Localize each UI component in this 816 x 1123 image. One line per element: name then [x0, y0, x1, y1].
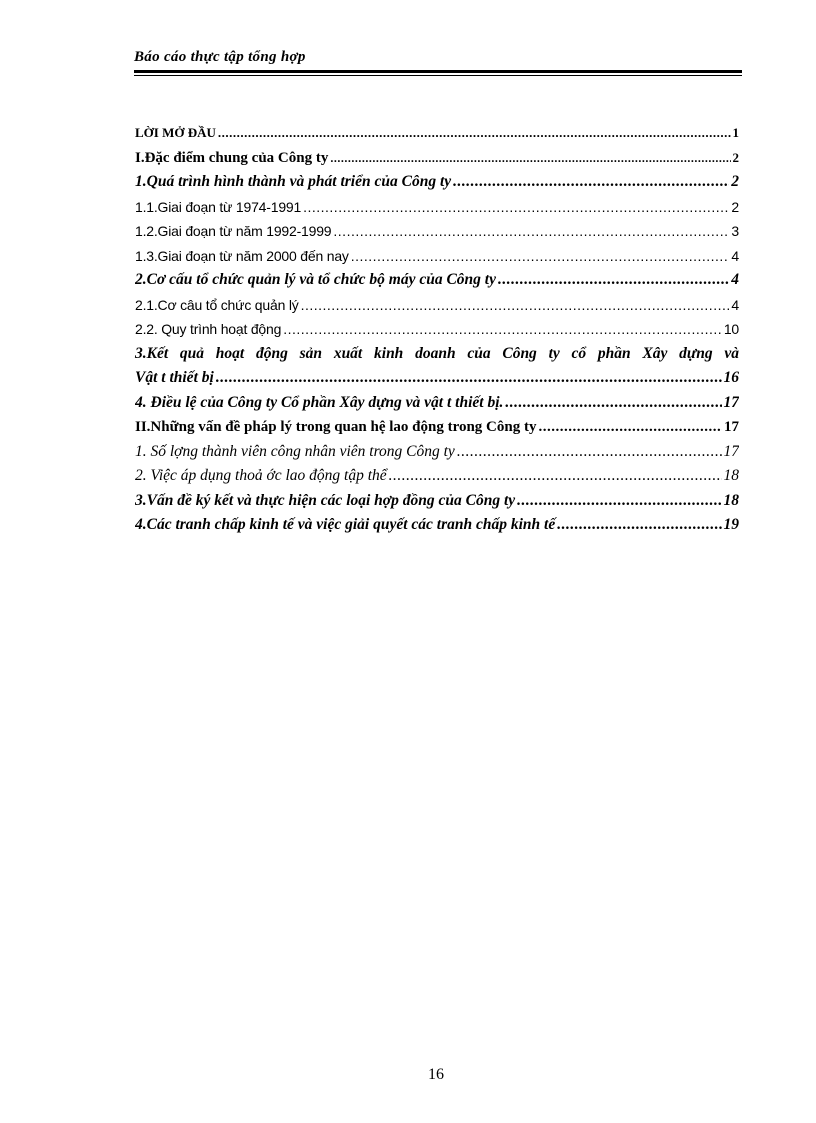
- toc-entry-page: 19: [723, 516, 739, 533]
- toc-entry-page: 18: [723, 491, 739, 509]
- toc-entry-3-line1[interactable]: [135, 342, 739, 367]
- toc-entry-ii-3[interactable]: [135, 489, 739, 514]
- toc-entry-ii-4[interactable]: [135, 513, 739, 538]
- toc-entry-ii-1[interactable]: [135, 440, 739, 465]
- page-number: 16: [428, 1066, 444, 1083]
- table-of-contents: [135, 121, 739, 538]
- toc-entry-label: 1.Quá trình hình thành và phát triển của Công ty: [135, 173, 452, 190]
- toc-entry-page: 10: [723, 321, 739, 337]
- toc-dot-leader: [216, 366, 722, 391]
- toc-entry-page: 18: [723, 467, 739, 484]
- toc-dot-leader: [218, 121, 731, 146]
- toc-entry-label-continuation: Vật t thiết bị: [135, 369, 214, 386]
- toc-entry-page: 17: [723, 442, 739, 460]
- toc-entry-page: 4: [731, 247, 739, 264]
- toc-entry-2-2[interactable]: [135, 317, 739, 342]
- toc-entry-label: 1. Số lợng thành viên công nhân viên trong Công ty: [135, 442, 455, 460]
- toc-entry-page: 3: [731, 223, 739, 239]
- toc-dot-leader: [333, 219, 729, 244]
- toc-dot-leader: [453, 170, 729, 195]
- toc-entry-section-1[interactable]: [135, 146, 739, 171]
- toc-entry-1-3[interactable]: [135, 244, 739, 269]
- toc-entry-page: 4: [731, 296, 739, 313]
- toc-entry-page: 16: [723, 369, 739, 386]
- toc-dot-leader: [351, 244, 730, 269]
- toc-entry-2-1[interactable]: [135, 293, 739, 318]
- toc-entry-1-2[interactable]: [135, 219, 739, 244]
- toc-entry-label: I.Đặc điểm chung của Công ty: [135, 149, 329, 166]
- header-title: Báo cáo thực tập tổng hợp: [134, 49, 306, 65]
- toc-entry-page: 17: [723, 393, 739, 411]
- toc-entry-label: 3.Vấn đề ký kết và thực hiện các loại hợp đồng của Công ty: [135, 491, 516, 509]
- toc-dot-leader: [389, 464, 722, 489]
- page-header: [134, 48, 742, 76]
- toc-entry-label: 1.2.Giai đoạn từ năm 1992-1999: [135, 223, 332, 239]
- toc-entry-label: 2.1.Cơ câu tổ chức quản lý: [135, 296, 299, 313]
- toc-entry-label: 2.Cơ cấu tổ chức quản lý và tổ chức bộ máy của Công ty: [135, 271, 496, 288]
- toc-entry-1-1[interactable]: [135, 195, 739, 220]
- toc-dot-leader: [283, 317, 722, 342]
- toc-entry-label: 4.Các tranh chấp kinh tế và việc giải quyết các tranh chấp kinh tế: [135, 516, 556, 533]
- toc-entry-page: 1: [732, 125, 739, 140]
- toc-entry-4[interactable]: [135, 391, 739, 416]
- toc-entry-page: 2: [731, 198, 739, 215]
- toc-entry-label: 2.2. Quy trình hoạt động: [135, 321, 282, 337]
- toc-entry-label: 4. Điều lệ của Công ty Cổ phần Xây dựng và vật t thiết bị.: [135, 393, 504, 411]
- toc-entry-3-line2[interactable]: [135, 366, 739, 391]
- header-rule-thick: [134, 70, 742, 73]
- toc-dot-leader: [301, 293, 730, 318]
- toc-entry-ii-2[interactable]: [135, 464, 739, 489]
- header-rule-thin: [134, 75, 742, 76]
- toc-dot-leader: [505, 391, 721, 416]
- toc-entry-2[interactable]: [135, 268, 739, 293]
- toc-entry-intro[interactable]: [135, 121, 739, 146]
- toc-dot-leader: [457, 440, 722, 465]
- toc-dot-leader: [517, 489, 721, 514]
- toc-entry-label: 3.Kết quả hoạt động sản xuất kinh doanh của Công ty cổ phần Xây dựng và: [135, 344, 739, 362]
- toc-entry-page: 2: [732, 149, 739, 165]
- toc-dot-leader: [538, 415, 722, 440]
- toc-entry-page: 2: [731, 173, 739, 190]
- toc-dot-leader: [498, 268, 729, 293]
- toc-entry-page: 4: [731, 271, 739, 288]
- toc-entry-label: 2. Việc áp dụng thoả ớc lao động tập thể: [135, 467, 387, 484]
- toc-entry-label: LỜI MỞ ĐẦU: [135, 125, 216, 140]
- toc-entry-1[interactable]: [135, 170, 739, 195]
- toc-entry-section-2[interactable]: [135, 415, 739, 440]
- toc-dot-leader: [303, 195, 729, 220]
- toc-dot-leader: [330, 146, 730, 171]
- toc-entry-label: II.Những vấn đề pháp lý trong quan hệ lao động trong Công ty: [135, 419, 537, 435]
- toc-dot-leader: [557, 513, 721, 538]
- toc-entry-page: 17: [724, 419, 739, 435]
- toc-entry-label: 1.3.Giai đoạn từ năm 2000 đến nay: [135, 247, 349, 264]
- toc-entry-label: 1.1.Giai đoạn từ 1974-1991: [135, 198, 302, 215]
